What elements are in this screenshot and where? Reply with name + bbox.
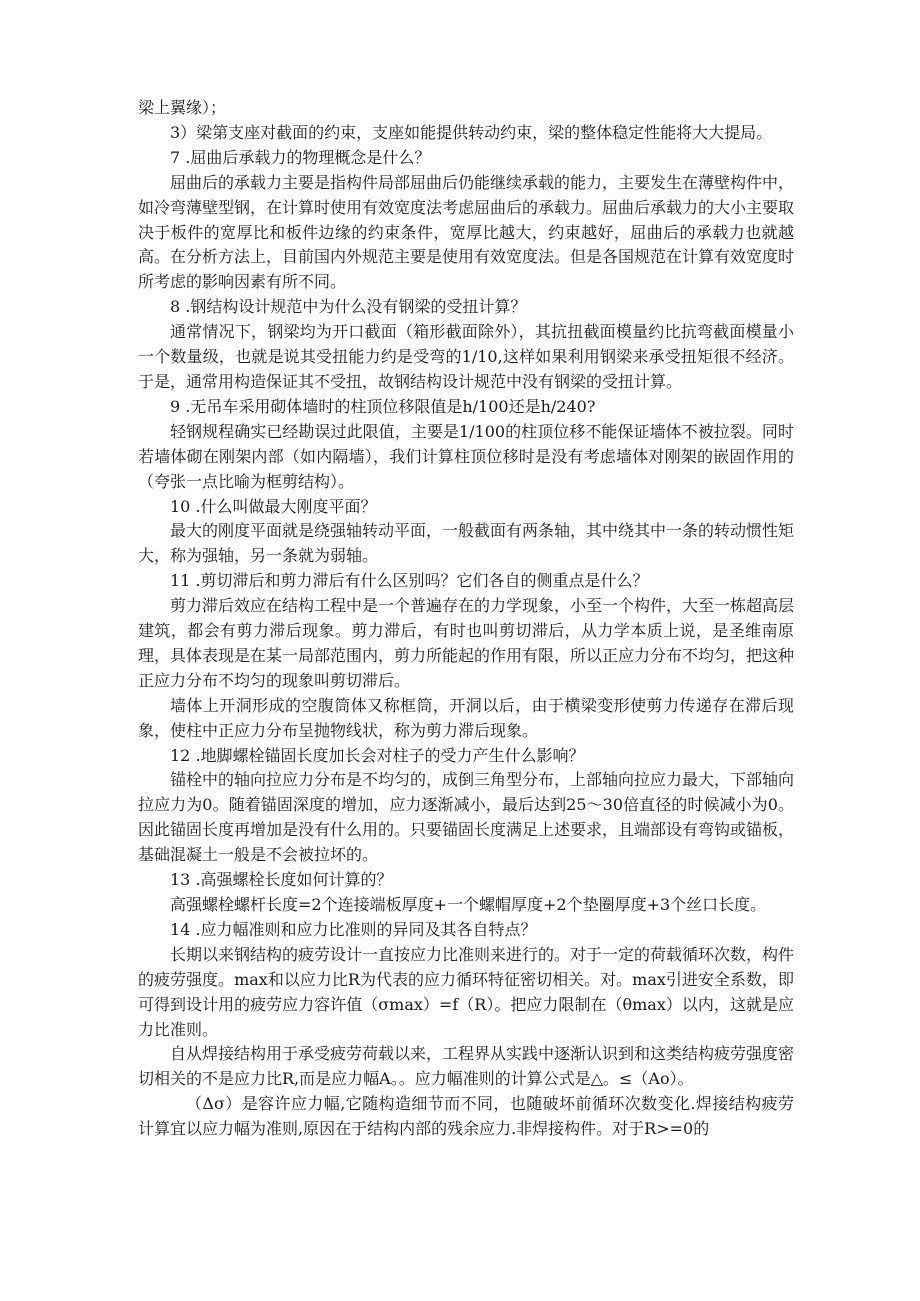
paragraph: 3）梁第支座对截面的约束，支座如能提供转动约束，梁的整体稳定性能将大大提局。: [170, 122, 773, 142]
paragraph: 轻钢规程确实已经勘误过此限值，主要是1/100的柱顶位移不能保证墙体不被拉裂。同时若墙体砌在刚架内部（如内隔墙），我们计算柱顶位移时是没有考虑墙体对刚架的嵌固作用的（夸张一点比喻为框剪结构）。: [138, 421, 794, 491]
question-heading: 7 .屈曲后承载力的物理概念是什么？: [170, 147, 431, 167]
paragraph: 锚栓中的轴向拉应力分布是不均匀的，成倒三角型分布，上部轴向拉应力最大，下部轴向拉应力为0。随着锚固深度的增加，应力逐渐减小，最后达到25～30倍直径的时候减小为0。因此锚固长度再增加是没有什么用的。只要锚固长度满足上述要求，且端部设有弯钩或锚板，基础混凝土一般是不会被拉坏的。: [138, 770, 795, 865]
paragraph: 高强螺栓螺杆长度=2个连接端板厚度+一个螺帽厚度+2个垫圈厚度+3个丝口长度。: [170, 895, 767, 914]
paragraph: 墙体上开洞形成的空腹筒体又称框筒，开洞以后，由于横梁变形使剪力传递存在滞后现象，使柱中正应力分布呈抛物线状，称为剪力滞后现象。: [138, 695, 794, 740]
question-heading: 13 .高强螺栓长度如何计算的？: [170, 870, 393, 890]
paragraph: 通常情况下，钢梁均为开口截面（箱形截面除外），其抗扭截面模量约比抗弯截面模量小一个数量级，也就是说其受扭能力约是受弯的1/10,这样如果利用钢梁来承受扭矩很不经济。于是，通常用构造保证其不受扭，故钢结构设计规范中没有钢梁的受扭计算。: [138, 322, 794, 391]
document-body: [138, 96, 794, 1142]
paragraph: 屈曲后的承载力主要是指构件局部屈曲后仍能继续承载的能力，主要发生在薄壁构件中，如冷弯薄壁型钢，在计算时使用有效宽度法考虑屈曲后的承载力。屈曲后承载力的大小主要取决于板件的宽厚比和板件边缘的约束条件，宽厚比越大，约束越好，屈曲后的承载力也就越高。在分析方法上，目前国内外规范主要是使用有效宽度法。但是各国规范在计算有效宽度时所考虑的影响因素有所不同。: [138, 172, 795, 292]
question-heading: 9 .无吊车采用砌体墙时的柱顶位移限值是h/100还是h/240?: [170, 396, 596, 416]
paragraph: （Δσ）是容许应力幅,它随构造细节而不同，也随破坏前循环次数变化.焊接结构疲劳计算宜以应力幅为准则,原因在于结构内部的残余应力.非焊接构件。对于R>=0的: [138, 1094, 794, 1139]
paragraph: 自从焊接结构用于承受疲劳荷载以来，工程界从实践中逐渐认识到和这类结构疲劳强度密切相关的不是应力比R,而是应力幅A。。应力幅准则的计算公式是△。≤（Ao）。: [138, 1044, 795, 1089]
paragraph: 长期以来钢结构的疲劳设计一直按应力比准则来进行的。对于一定的荷载循环次数，构件的疲劳强度。max和以应力比R为代表的应力循环特征密切相关。对。max引进安全系数，即可得到设计用的疲劳应力容许值（σmax）=f（R）。把应力限制在（θmax）以内，这就是应力比准则。: [138, 944, 795, 1039]
question-heading: 8 .钢结构设计规范中为什么没有钢梁的受扭计算？: [170, 297, 527, 317]
paragraph: 梁上翼缘）；: [138, 98, 227, 117]
paragraph: 最大的刚度平面就是绕强轴转动平面，一般截面有两条轴，其中绕其中一条的转动惯性矩大，称为强轴，另一条就为弱轴。: [138, 521, 795, 566]
question-heading: 10 .什么叫做最大刚度平面？: [170, 496, 377, 516]
question-heading: 11 .剪切滞后和剪力滞后有什么区别吗？它们各自的侧重点是什么？: [170, 571, 649, 591]
question-heading: 14 .应力幅准则和应力比准则的异同及其各自特点？: [170, 919, 537, 939]
paragraph: 剪力滞后效应在结构工程中是一个普遍存在的力学现象，小至一个构件，大至一栋超高层建筑，都会有剪力滞后现象。剪力滞后，有时也叫剪切滞后，从力学本质上说，是圣维南原理，具体表现是在某一局部范围内，剪力所能起的作用有限，所以正应力分布不均匀，把这种正应力分布不均匀的现象叫剪切滞后。: [138, 596, 795, 690]
question-heading: 12 .地脚螺栓锚固长度加长会对柱子的受力产生什么影响？: [170, 745, 585, 765]
